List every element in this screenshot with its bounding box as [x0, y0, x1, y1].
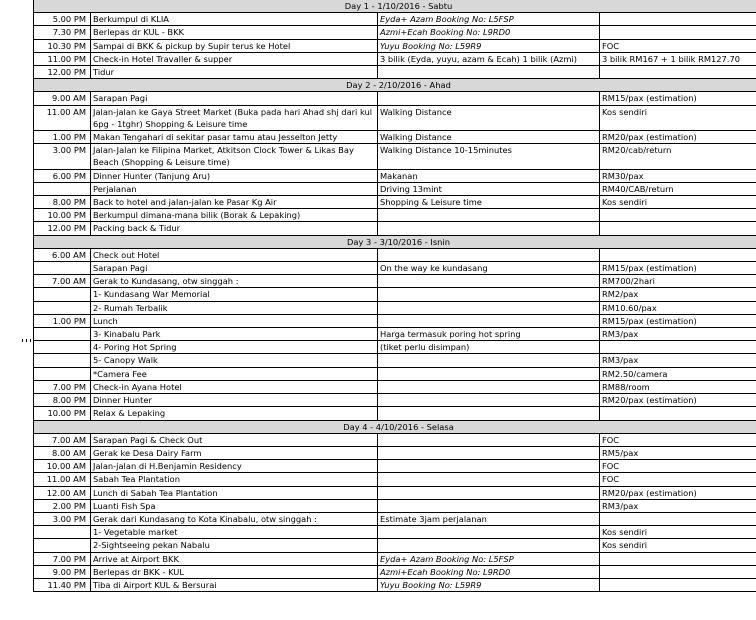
time-cell: 7.30 PM: [34, 26, 91, 39]
table-row: [34, 169, 756, 182]
cost-cell: FOC: [600, 39, 756, 52]
table-row: [34, 39, 756, 52]
activity-cell: Lunch: [91, 314, 378, 327]
table-row: [34, 499, 756, 512]
note-cell: Makanan: [378, 169, 600, 182]
note-cell: [378, 433, 600, 446]
time-cell: 10.00 AM: [34, 460, 91, 473]
time-cell: 1.00 PM: [34, 314, 91, 327]
cost-cell: RM15/pax (estimation): [600, 314, 756, 327]
activity-cell: Dinner Hunter: [91, 394, 378, 407]
table-row: [34, 433, 756, 446]
table-row: [34, 367, 756, 380]
note-cell: Walking Distance: [378, 131, 600, 144]
table-row: [34, 13, 756, 26]
day-header: Day 2 - 2/10/2016 - Ahad: [34, 79, 756, 92]
table-row: [34, 539, 756, 552]
table-row: [34, 446, 756, 459]
activity-cell: Lunch di Sabah Tea Plantation: [91, 486, 378, 499]
note-cell: Yuyu Booking No: L59R9: [378, 578, 600, 591]
day-header-row: [34, 420, 756, 433]
cost-cell: [600, 341, 756, 354]
note-cell: [378, 354, 600, 367]
table-row: [34, 526, 756, 539]
table-row: [34, 407, 756, 420]
activity-cell: 2-Sightseeing pekan Nabalu: [91, 539, 378, 552]
activity-cell: Berlepas dr BKK - KUL: [91, 565, 378, 578]
activity-cell: Sarapan Pagi & Check Out: [91, 433, 378, 446]
activity-cell: Jalan-jalan ke Gaya Street Market (Buka pada hari Ahad shj dari kul 6pg - 1tghr) Shopping & Leisure time: [91, 105, 378, 130]
time-cell: [34, 367, 91, 380]
note-cell: Walking Distance: [378, 105, 600, 130]
time-cell: [34, 526, 91, 539]
note-cell: Azmi+Ecah Booking No: L9RD0: [378, 26, 600, 39]
activity-cell: Jalan-Jalan ke Filipina Market, Atkitson Clock Tower & Likas Bay Beach (Shopping & Leisure time): [91, 144, 378, 169]
note-cell: [378, 314, 600, 327]
time-cell: [34, 182, 91, 195]
cost-cell: Kos sendiri: [600, 526, 756, 539]
activity-cell: Tiba di Airport KUL & Bersurai: [91, 578, 378, 591]
time-cell: [34, 262, 91, 275]
note-cell: [378, 288, 600, 301]
note-cell: [378, 460, 600, 473]
note-cell: [378, 248, 600, 261]
itinerary-body: [34, 0, 756, 592]
cost-cell: RM20/pax (estimation): [600, 131, 756, 144]
cost-cell: RM40/CAB/return: [600, 182, 756, 195]
activity-cell: Check-in Hotel Travaller & supper: [91, 52, 378, 65]
time-cell: 11.40 PM: [34, 578, 91, 591]
table-row: [34, 486, 756, 499]
table-row: [34, 380, 756, 393]
note-cell: [378, 446, 600, 459]
activity-cell: Sabah Tea Plantation: [91, 473, 378, 486]
note-cell: On the way ke kundasang: [378, 262, 600, 275]
table-row: [34, 552, 756, 565]
activity-cell: Sarapan Pagi: [91, 262, 378, 275]
cost-cell: FOC: [600, 473, 756, 486]
time-cell: 12.00 AM: [34, 486, 91, 499]
table-row: [34, 262, 756, 275]
time-cell: 6.00 PM: [34, 169, 91, 182]
cost-cell: [600, 248, 756, 261]
note-cell: [378, 394, 600, 407]
table-row: [34, 92, 756, 105]
cost-cell: [600, 222, 756, 235]
cost-cell: Kos sendiri: [600, 105, 756, 130]
activity-cell: 3- Kinabalu Park: [91, 328, 378, 341]
activity-cell: 5- Canopy Walk: [91, 354, 378, 367]
time-cell: 8.00 AM: [34, 446, 91, 459]
table-row: [34, 288, 756, 301]
table-row: [34, 578, 756, 591]
table-row: [34, 222, 756, 235]
table-row: [34, 66, 756, 79]
cost-cell: RM20/pax (estimation): [600, 394, 756, 407]
cost-cell: RM20/pax (estimation): [600, 486, 756, 499]
time-cell: 7.00 PM: [34, 380, 91, 393]
day-header: Day 1 - 1/10/2016 - Sabtu: [34, 0, 756, 13]
activity-cell: *Camera Fee: [91, 367, 378, 380]
cost-cell: [600, 407, 756, 420]
cost-cell: [600, 66, 756, 79]
activity-cell: Sampai di BKK & pickup by Supir terus ke Hotel: [91, 39, 378, 52]
time-cell: 11.00 PM: [34, 52, 91, 65]
table-row: [34, 341, 756, 354]
cost-cell: RM700/2hari: [600, 275, 756, 288]
note-cell: Azmi+Ecah Booking No: L9RD0: [378, 565, 600, 578]
time-cell: [34, 354, 91, 367]
time-cell: 3.00 PM: [34, 512, 91, 525]
cost-cell: [600, 578, 756, 591]
activity-cell: 2- Rumah Terbalik: [91, 301, 378, 314]
note-cell: [378, 92, 600, 105]
table-row: [34, 248, 756, 261]
table-row: [34, 26, 756, 39]
cost-cell: RM5/pax: [600, 446, 756, 459]
time-cell: [34, 301, 91, 314]
cost-cell: [600, 512, 756, 525]
cost-cell: 3 bilik RM167 + 1 bilik RM127.70: [600, 52, 756, 65]
note-cell: 3 bilik (Eyda, yuyu, azam & Ecah) 1 bilik (Azmi): [378, 52, 600, 65]
activity-cell: Makan Tengahari di sekitar pasar tamu atau Jesselton Jetty: [91, 131, 378, 144]
table-row: [34, 512, 756, 525]
time-cell: 10.00 PM: [34, 407, 91, 420]
activity-cell: Berlepas dr KUL - BKK: [91, 26, 378, 39]
activity-cell: Gerak to Kundasang, otw singgah :: [91, 275, 378, 288]
cost-cell: [600, 552, 756, 565]
activity-cell: Dinner Hunter (Tanjung Aru): [91, 169, 378, 182]
table-row: [34, 209, 756, 222]
time-cell: 7.00 AM: [34, 433, 91, 446]
day-header-row: [34, 79, 756, 92]
note-cell: [378, 539, 600, 552]
day-header-row: [34, 0, 756, 13]
note-cell: [378, 209, 600, 222]
note-cell: [378, 275, 600, 288]
time-cell: [34, 539, 91, 552]
activity-cell: Sarapan Pagi: [91, 92, 378, 105]
activity-cell: Check out Hotel: [91, 248, 378, 261]
note-cell: [378, 473, 600, 486]
activity-cell: 1- Kundasang War Memorial: [91, 288, 378, 301]
activity-cell: Back to hotel and jalan-jalan ke Pasar Kg Air: [91, 196, 378, 209]
table-row: [34, 354, 756, 367]
note-cell: [378, 407, 600, 420]
day-header: Day 3 - 3/10/2016 - Isnin: [34, 235, 756, 248]
table-row: [34, 144, 756, 169]
time-cell: 11.00 AM: [34, 473, 91, 486]
activity-cell: Check-in Ayana Hotel: [91, 380, 378, 393]
cost-cell: RM15/pax (estimation): [600, 92, 756, 105]
cost-cell: Kos sendiri: [600, 539, 756, 552]
table-row: [34, 565, 756, 578]
activity-cell: Jalan-jalan di H.Benjamin Residency: [91, 460, 378, 473]
cost-cell: Kos sendiri: [600, 196, 756, 209]
day-header-row: [34, 235, 756, 248]
note-cell: [378, 367, 600, 380]
table-row: [34, 131, 756, 144]
day-header: Day 4 - 4/10/2016 - Selasa: [34, 420, 756, 433]
cost-cell: RM30/pax: [600, 169, 756, 182]
note-cell: [378, 499, 600, 512]
time-cell: 12.00 PM: [34, 66, 91, 79]
note-cell: [378, 526, 600, 539]
cost-cell: RM3/pax: [600, 354, 756, 367]
time-cell: 10.30 PM: [34, 39, 91, 52]
note-cell: Walking Distance 10-15minutes: [378, 144, 600, 169]
cost-cell: FOC: [600, 460, 756, 473]
note-cell: Estimate 3jam perjalanan: [378, 512, 600, 525]
time-cell: 6.00 AM: [34, 248, 91, 261]
cost-cell: RM2/pax: [600, 288, 756, 301]
time-cell: [34, 328, 91, 341]
cost-cell: RM88/room: [600, 380, 756, 393]
table-row: [34, 473, 756, 486]
time-cell: 12.00 PM: [34, 222, 91, 235]
note-cell: Shopping & Leisure time: [378, 196, 600, 209]
note-cell: Harga termasuk poring hot spring: [378, 328, 600, 341]
cost-cell: [600, 13, 756, 26]
time-cell: 8.00 PM: [34, 394, 91, 407]
time-cell: 7.00 PM: [34, 552, 91, 565]
note-cell: Eyda+ Azam Booking No: L5FSP: [378, 13, 600, 26]
activity-cell: 1- Vegetable market: [91, 526, 378, 539]
activity-cell: Perjalanan: [91, 182, 378, 195]
activity-cell: Berkumpul di KLIA: [91, 13, 378, 26]
time-cell: 9.00 PM: [34, 565, 91, 578]
note-cell: [378, 486, 600, 499]
note-cell: [378, 301, 600, 314]
time-cell: 5.00 PM: [34, 13, 91, 26]
note-cell: [378, 66, 600, 79]
note-cell: [378, 222, 600, 235]
time-cell: 9.00 AM: [34, 92, 91, 105]
cost-cell: RM2.50/camera: [600, 367, 756, 380]
cost-cell: RM3/pax: [600, 499, 756, 512]
time-cell: 11.00 AM: [34, 105, 91, 130]
table-row: [34, 394, 756, 407]
time-cell: 8.00 PM: [34, 196, 91, 209]
activity-cell: Tidur: [91, 66, 378, 79]
time-cell: 7.00 AM: [34, 275, 91, 288]
table-row: [34, 460, 756, 473]
table-row: [34, 196, 756, 209]
activity-cell: Arrive at Airport BKK: [91, 552, 378, 565]
note-cell: (tiket perlu disimpan): [378, 341, 600, 354]
table-row: [34, 105, 756, 130]
activity-cell: Packing back & Tidur: [91, 222, 378, 235]
activity-cell: Berkumpul dimana-mana bilik (Borak & Lepaking): [91, 209, 378, 222]
note-cell: Eyda+ Azam Booking No: L5FSP: [378, 552, 600, 565]
cost-cell: RM15/pax (estimation): [600, 262, 756, 275]
note-cell: Yuyu Booking No: L59R9: [378, 39, 600, 52]
cost-cell: RM3/pax: [600, 328, 756, 341]
cost-cell: RM10.60/pax: [600, 301, 756, 314]
table-row: [34, 52, 756, 65]
activity-cell: Gerak ke Desa Dairy Farm: [91, 446, 378, 459]
activity-cell: Gerak dari Kundasang to Kota Kinabalu, otw singgah :: [91, 512, 378, 525]
table-row: [34, 301, 756, 314]
table-row: [34, 275, 756, 288]
table-row: [34, 328, 756, 341]
note-cell: [378, 380, 600, 393]
itinerary-table: [33, 0, 756, 592]
cost-cell: [600, 26, 756, 39]
activity-cell: 4- Poring Hot Spring: [91, 341, 378, 354]
time-cell: 1.00 PM: [34, 131, 91, 144]
note-cell: Driving 13mint: [378, 182, 600, 195]
time-cell: 10.00 PM: [34, 209, 91, 222]
table-row: [34, 314, 756, 327]
cost-cell: [600, 565, 756, 578]
activity-cell: Luanti Fish Spa: [91, 499, 378, 512]
cost-cell: FOC: [600, 433, 756, 446]
cost-cell: RM20/cab/return: [600, 144, 756, 169]
time-cell: 2.00 PM: [34, 499, 91, 512]
table-row: [34, 182, 756, 195]
time-cell: 3.00 PM: [34, 144, 91, 169]
time-cell: [34, 341, 91, 354]
activity-cell: Relax & Lepaking: [91, 407, 378, 420]
time-cell: [34, 288, 91, 301]
cost-cell: [600, 209, 756, 222]
